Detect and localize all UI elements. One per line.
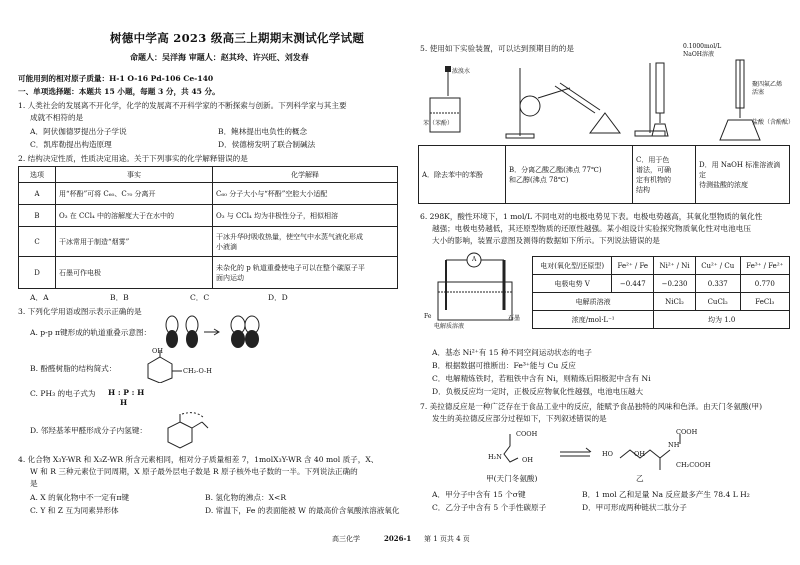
q6-pair-fe2: Fe²⁺ / Fe bbox=[612, 257, 654, 275]
q5-option-b-line1: B．分离乙酸乙酯(沸点 77℃) bbox=[509, 165, 602, 174]
q3-c-bottom-h: H bbox=[120, 398, 128, 407]
q7-option-d: D．甲可形成两种链状二肽分子 bbox=[582, 503, 687, 512]
q2-header-explain: 化学解释 bbox=[213, 167, 398, 183]
q2-row-d-explain-line2: 面内运动 bbox=[216, 273, 244, 282]
q2-header-fact: 事实 bbox=[56, 167, 213, 183]
q4-option-a: A. X 的氧化物中不一定有π键 bbox=[30, 493, 130, 502]
q7-yi-ho: HO bbox=[602, 450, 613, 458]
q6-pot-ni: −0.230 bbox=[654, 275, 695, 293]
q5-option-c bbox=[633, 146, 696, 204]
q6-fig-electrolyte: 电解质溶液 bbox=[434, 323, 465, 330]
q4-option-b: B. 氢化物的沸点：X<R bbox=[205, 493, 287, 502]
footer-page: 第 1 页共 4 页 bbox=[424, 535, 470, 543]
q2-header-option: 选项 bbox=[19, 167, 56, 183]
q2-row-d-explain bbox=[213, 257, 398, 289]
q2-row-c-explain-line2: 小液滴 bbox=[216, 242, 237, 251]
q7-option-c: C．乙分子中含有 5 个手性碳原子 bbox=[432, 503, 547, 512]
q5-label-bromine-water: 浓溴水 bbox=[452, 68, 471, 75]
q2-row-a-explain: C₆₀ 分子大小与“杯酚”空腔大小适配 bbox=[213, 183, 398, 205]
q6-sol-nicl2: NiCl₂ bbox=[654, 293, 695, 311]
q7-option-b: B．1 mol 乙和足量 Na 反应最多产生 78.4 L H₂ bbox=[582, 490, 750, 499]
q2-row-c-explain bbox=[213, 227, 398, 257]
orbital-overlap-figure bbox=[158, 315, 298, 349]
hydrogen-bond-structure bbox=[160, 410, 220, 450]
q1-stem: 1. 人类社会的发展离不开化学，化学的发展离不开科学家的不断探索与创新。下列科学家与其主要 bbox=[18, 101, 347, 110]
q5-label-benzene: 苯（苯酚） bbox=[423, 120, 454, 127]
q6-pot-fe2: −0.447 bbox=[612, 275, 654, 293]
section-heading: 一、单项选择题：本题共 15 小题，每题 3 分，共 45 分。 bbox=[18, 87, 220, 96]
q2-row-d-explain-line1: 未杂化的 p 轨道重叠使电子可以在整个碳原子平 bbox=[216, 263, 365, 272]
q7-stem-cont: 发生的美拉德反应部分过程如下，下列叙述错误的是 bbox=[432, 414, 607, 423]
q6-pot-fe3: 0.770 bbox=[740, 275, 789, 293]
q6-pot-cu: 0.337 bbox=[695, 275, 740, 293]
q5-options-table bbox=[418, 145, 790, 204]
q7-yi-oh: OH bbox=[634, 450, 645, 458]
q1-option-b: B．鲍林提出电负性的概念 bbox=[218, 127, 308, 136]
q7-jia-nh2: H₂N bbox=[488, 453, 502, 461]
q2-row-b-explain: O₃ 与 CCl₄ 均为非极性分子，相似相溶 bbox=[213, 205, 398, 227]
q7-yi-ch2cooh: CH₂COOH bbox=[676, 461, 711, 469]
q6-option-c: C．电解精炼铁时，若粗铁中含有 Ni，则精炼后阳极泥中含有 Ni bbox=[432, 374, 651, 383]
q6-pair-fe3: Fe³⁺ / Fe²⁺ bbox=[740, 257, 789, 275]
q2-row-d-option: D bbox=[19, 257, 56, 289]
q6-header-potential: 电极电势 V bbox=[533, 275, 612, 293]
q5-option-a: A．除去苯中的苯酚 bbox=[419, 146, 506, 204]
q7-yi-nh: NH bbox=[668, 441, 680, 449]
q2-row-c-fact: 干冰常用于制造“烟雾” bbox=[56, 227, 213, 257]
q5-apparatus-figure bbox=[420, 58, 795, 144]
q5-option-d bbox=[696, 146, 790, 204]
q3-b-oh-label: OH bbox=[152, 347, 163, 355]
q6-potential-table bbox=[532, 256, 790, 329]
q5-label-ptfe-valve: 活塞 bbox=[752, 89, 765, 96]
q2-choice-b: B．B bbox=[110, 293, 129, 302]
q5-option-d-line1: D．用 NaOH 标准溶液滴定 bbox=[699, 160, 781, 179]
q6-stem: 6. 298K，酸性环境下，1 mol/L 不同电对的电极电势见下表。电极电势越高，其氧化型物质的氧化性 bbox=[420, 212, 763, 221]
atomic-masses: 可能用到的相对原子质量：H-1 O-16 Pd-106 Ce-140 bbox=[18, 74, 214, 83]
q6-header-pair: 电对(氧化型/还原型) bbox=[533, 257, 612, 275]
q5-option-c-line2: 谱法，可确 bbox=[636, 165, 671, 174]
q4-option-d: D. 常温下，Fe 的表面能被 W 的最高价含氧酸浓溶液氧化 bbox=[205, 506, 400, 515]
q3-c-electron-formula: H : P : H bbox=[108, 388, 145, 397]
q7-stem: 7. 美拉德反应是一种广泛存在于食品工业中的反应，能赋予食品独特的风味和色泽。由天门冬氨酸(甲) bbox=[420, 402, 763, 411]
q1-option-d: D．侯德榜发明了联合制碱法 bbox=[218, 140, 316, 149]
q6-concentration-value: 均为 1.0 bbox=[654, 311, 790, 329]
q3-option-a: A. p-p π键形成的轨道重叠示意图： bbox=[30, 328, 152, 337]
q2-choice-c: C．C bbox=[190, 293, 210, 302]
exam-authors: 命题人：吴洋海 审题人：赵其玲、许兴旺、刘发春 bbox=[130, 52, 309, 62]
q4-stem-end: 是 bbox=[30, 479, 38, 488]
q2-choice-d: D．D bbox=[268, 293, 288, 302]
q5-option-d-line2: 待测盐酸的浓度 bbox=[699, 180, 748, 189]
q2-row-b-option: B bbox=[19, 205, 56, 227]
q6-fig-fe: Fe bbox=[424, 313, 432, 320]
q6-option-a: A．基态 Ni²⁺有 15 种不同空间运动状态的电子 bbox=[432, 348, 593, 357]
footer-code: 2026-1 bbox=[384, 534, 412, 543]
q6-option-d: D．负极反应均一定时，正极反应物氧化性越强，电池电压越大 bbox=[432, 387, 644, 396]
q4-stem: 4. 化合物 X₃Y-WR 和 X₃Z-WR 所含元素相同，相对分子质量相差 7，1molX₃Y-WR 含 40 mol 质子，X、 bbox=[18, 455, 379, 464]
q2-stem: 2. 结构决定性质，性质决定用途。关于下列事实的化学解释错误的是 bbox=[18, 154, 248, 163]
q7-yi-label: 乙 bbox=[636, 474, 644, 483]
q7-jia-label: 甲(天门冬氨酸) bbox=[486, 474, 538, 483]
q5-option-b bbox=[506, 146, 633, 204]
q2-row-c-explain-line1: 干冰升华时吸收热量，使空气中水蒸气液化形成 bbox=[216, 232, 363, 241]
q7-jia-oh: OH bbox=[522, 456, 533, 464]
q2-table bbox=[18, 166, 398, 289]
q5-option-c-line1: C．用于色 bbox=[636, 155, 670, 164]
q6-sol-cucl2: CuCl₂ bbox=[695, 293, 740, 311]
q3-option-b: B. 酚醛树脂的结构简式： bbox=[30, 364, 117, 373]
q6-sol-fecl3: FeCl₃ bbox=[740, 293, 789, 311]
q6-fig-ammeter: A bbox=[472, 256, 477, 263]
q7-yi-cooh: COOH bbox=[676, 428, 698, 436]
q2-row-b-fact: O₃ 在 CCl₄ 中的溶解度大于在水中的 bbox=[56, 205, 213, 227]
q2-row-c-option: C bbox=[19, 227, 56, 257]
q1-option-c: C．凯库勒提出构造原理 bbox=[30, 140, 112, 149]
q5-label-ptfe: 聚四氟乙烯 bbox=[752, 81, 783, 88]
q4-stem-cont: W 和 R 三种元素位于同周期，X 原子最外层电子数是 R 原子核外电子数的一半。下列说法正确的 bbox=[30, 467, 358, 476]
q5-stem: 5. 使用如下实验装置，可以达到预期目的的是 bbox=[420, 44, 574, 53]
q7-jia-cooh: COOH bbox=[516, 430, 538, 438]
q2-row-a-option: A bbox=[19, 183, 56, 205]
q5-label-naoh: NaOH溶液 bbox=[683, 51, 714, 58]
q5-option-b-line2: 和乙醇(沸点 78℃) bbox=[509, 175, 569, 184]
q6-pair-ni: Ni²⁺ / Ni bbox=[654, 257, 695, 275]
exam-title: 树德中学高 2023 级高三上期期末测试化学试题 bbox=[110, 31, 365, 45]
q3-option-c: C. PH₃ 的电子式为 bbox=[30, 389, 96, 398]
q1-stem-cont: 成就不相符的是 bbox=[30, 113, 84, 122]
q2-row-a-fact: 用“杯酚”可将 C₆₀、C₇₀ 分离开 bbox=[56, 183, 213, 205]
q6-header-concentration: 浓度/mol·L⁻¹ bbox=[533, 311, 654, 329]
q6-pair-cu: Cu²⁺ / Cu bbox=[695, 257, 740, 275]
q5-label-hcl: 盐酸（含酚酞） bbox=[752, 119, 795, 126]
q6-option-b: B．根据数据可推断出：Fe³⁺能与 Cu 反应 bbox=[432, 361, 576, 370]
q5-label-naoh-conc: 0.1000mol/L bbox=[683, 43, 722, 50]
q7-option-a: A．甲分子中含有 15 个σ键 bbox=[432, 490, 526, 499]
q5-option-c-line4: 结构 bbox=[636, 185, 650, 194]
q3-option-d: D. 邻羟基苯甲醛形成分子内氢键： bbox=[30, 426, 147, 435]
q4-option-c: C. Y 和 Z 互为同素异形体 bbox=[30, 506, 119, 515]
q1-option-a: A．阿伏伽德罗提出分子学说 bbox=[30, 127, 127, 136]
q2-choice-a: A．A bbox=[30, 293, 49, 302]
q6-stem-end: 大小的影响，装置示意图及测得的数据如下所示。下列说法错误的是 bbox=[432, 236, 660, 245]
q6-header-solution: 电解质溶液 bbox=[533, 293, 654, 311]
q6-stem-cont: 越强；电极电势越低，其还原型物质的还原性越强。某小组设计实验探究物质氧化性对电池电压 bbox=[432, 224, 751, 233]
q2-row-d-fact: 石墨可作电极 bbox=[56, 257, 213, 289]
q3-stem: 3. 下列化学用语或图示表示正确的是 bbox=[18, 307, 142, 316]
q5-option-c-line3: 定有机物的 bbox=[636, 175, 671, 184]
footer-subject: 高三化学 bbox=[332, 535, 360, 543]
q3-b-chain-label: CH₂-O-H bbox=[183, 367, 212, 375]
q6-fig-graphite: 石墨 bbox=[508, 315, 521, 322]
